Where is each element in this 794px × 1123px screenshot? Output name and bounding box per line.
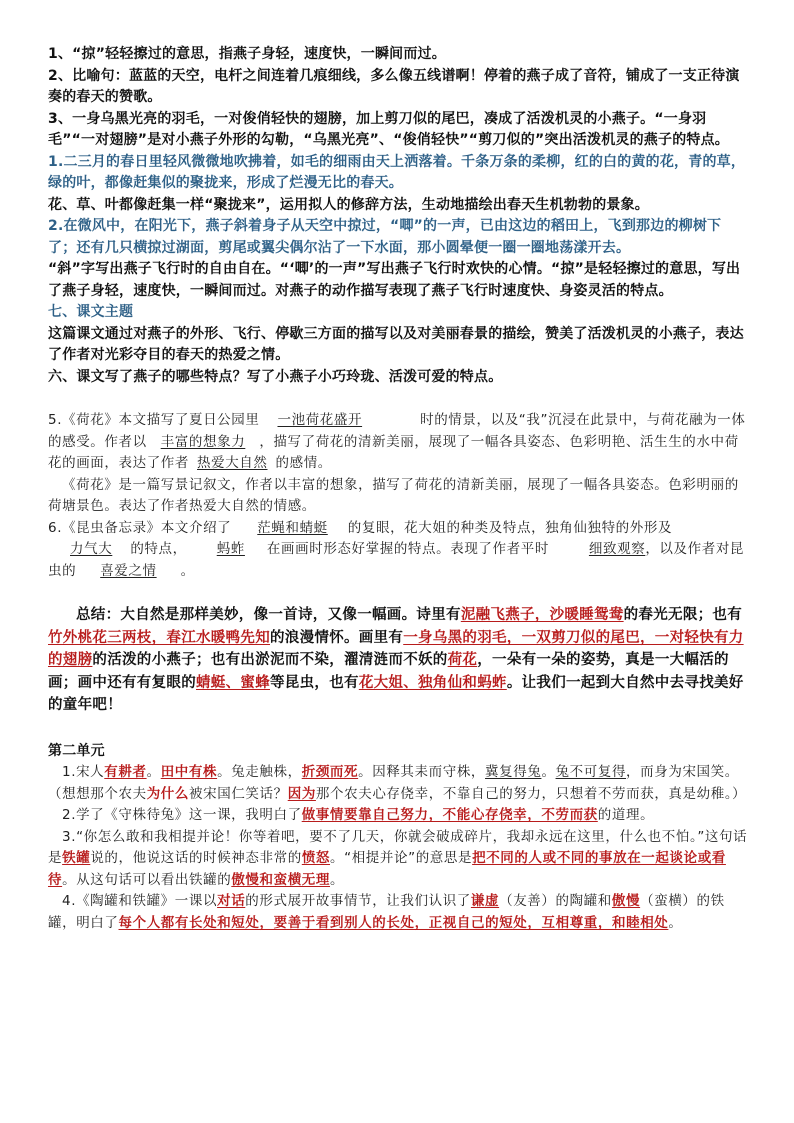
para-2: 2、比喻句：蓝蓝的天空，电杆之间连着几痕细线，多么像五线谱啊！停着的燕子成了音符，铺成了一支正待演奏的春天的赞歌。 — [48, 67, 740, 105]
quote-1: 1.二三月的春日里轻风微微地吹拂着，如毛的细雨由天上洒落着。千条万条的柔柳，红的白的黄的花，青的草，绿的叶，都像赶集似的聚拢来，形成了烂漫无比的春天。 — [48, 153, 746, 191]
analysis-2: “斜”字写出燕子飞行时的自由自在。“‘唧’的一声”写出燕子飞行时欢快的心情。“掠”是轻轻擦过的意思，写出了燕子身轻，速度快，一瞬间而过。对燕子的动作描写表现了燕子飞行时速度快、身姿灵活的特点。 — [48, 261, 741, 299]
quote-2: 2.在微风中，在阳光下，燕子斜着身子从天空中掠过，“唧”的一声，已由这边的稻田上，飞到那边的柳树下了；还有几只横掠过湖面，剪尾或翼尖偶尔沾了一下水面，那小圆晕便一圈一圈地荡漾开去。 — [48, 218, 722, 256]
question-4: 4.《陶罐和铁罐》一课以对话的形式展开故事情节，让我们认识了谦虚（友善）的陶罐和傲慢（蛮横）的铁罐，明白了每个人都有长处和短处，要善于看到别人的长处，正视自己的短处，互相尊重，和睦相处。 — [48, 893, 725, 931]
question-1: 1.宋人有耕者。田中有株。兔走触株，折颈而死。因释其耒而守株，冀复得兔。兔不可复得，而身为宋国笑。（想想那个农夫为什么被宋国仁笑话？因为那个农夫心存侥幸，不靠自己的努力，只想着不劳而获，真是幼稚。） — [48, 764, 747, 802]
lotus-paragraph: 5.《荷花》本文描写了夏日公园里 一池荷花盛开 时的情景，以及“我”沉浸在此景中，与荷花融为一体的感受。作者以 丰富的想象力 ，描写了荷花的清新美丽，展现了一幅各具姿态、色彩明艳、活生生的水中荷花的画面，表达了作者 热爱大自然 的感情。 — [48, 410, 748, 475]
question-3: 3.“你怎么敢和我相提并论！你等着吧，要不了几天，你就会破成碎片，我却永远在这里，什么也不怕。”这句话是铁罐说的，他说这话的时候神态非常的愤怒。“相提并论”的意思是把不同的人或不同的事放在一起谈论或看待。从这句话可以看出铁罐的傲慢和蛮横无理。 — [48, 828, 748, 888]
para-3: 3、一身乌黑光亮的羽毛，一对俊俏轻快的翅膀，加上剪刀似的尾巴，凑成了活泼机灵的小燕子。“一身羽毛”“一对翅膀”是对小燕子外形的勾勒，“乌黑光亮”、“俊俏轻快”“剪刀似的”突出活泼机灵的燕子的特点。 — [48, 110, 730, 148]
lotus-summary: 《荷花》是一篇写景记叙文，作者以丰富的想象，描写了荷花的清新美丽，展现了一幅各具姿态。色彩明丽的荷塘景色。表达了作者热爱大自然的情感。 — [48, 476, 739, 514]
summary-paragraph: 总结：大自然是那样美妙，像一首诗，又像一幅画。诗里有泥融飞燕子，沙暖睡鸳鸯的春光无限；也有竹外桃花三两枝，春江水暖鸭先知的浪漫情怀。画里有一身乌黑的羽毛，一双剪刀似的尾巴，一对轻快有力的翅膀的活泼的小燕子；也有出淤泥而不染，濯清涟而不妖的荷花，一朵有一朵的姿势，真是一大幅活的画；画中还有有复眼的蜻蜓、蜜蜂等昆虫，也有花大姐、独角仙和蚂蚱。让我们一起到大自然中去寻找美好的童年吧！ — [48, 607, 744, 713]
fill-blank: 热爱大自然 — [197, 455, 268, 471]
fill-blank: 茫蝇和蜻蜓 — [257, 519, 328, 536]
para-1: 1、“掠”轻轻擦过的意思，指燕子身轻，速度快，一瞬间而过。 — [48, 46, 446, 62]
document-page — [48, 44, 748, 934]
fill-blank: 丰富的想象力 — [160, 433, 246, 450]
fill-blank: 细致观察 — [588, 541, 646, 557]
question-6: 六、课文写了燕子的哪些特点？写了小燕子小巧玲珑、活泼可爱的特点。 — [48, 368, 503, 385]
unit-heading: 第二单元 — [48, 742, 105, 759]
fill-blank: 蚂蚱 — [216, 541, 245, 557]
fill-blank: 一池荷花盛开 — [277, 412, 363, 428]
question-2: 2.学了《守株待兔》这一课，我明白了做事情要靠自己努力，不能心存侥幸，不劳而获的道理。 — [62, 807, 655, 823]
theme-text: 这篇课文通过对燕子的外形、飞行、停歇三方面的描写以及对美丽春景的描绘，赞美了活泼机灵的小燕子，表达了作者对光彩夺目的春天的热爱之情。 — [48, 325, 744, 363]
fill-blank: 喜爱之情 — [100, 562, 157, 579]
fill-blank: 力气大 — [70, 541, 113, 557]
insect-paragraph: 6.《昆虫备忘录》本文介绍了 茫蝇和蜻蜓 的复眼，花大姐的种类及特点，独角仙独特的外形及力气大 的特点， 蚂蚱 在画画时形态好掌握的特点。表现了作者平时 细致观察，以及作者对昆虫的 喜爱之情 。 — [48, 518, 748, 583]
section-heading-theme: 七、课文主题 — [48, 304, 134, 320]
analysis-1: 花、草、叶都像赶集一样“聚拢来”，运用拟人的修辞方法，生动地描绘出春天生机勃勃的景象。 — [48, 196, 649, 213]
